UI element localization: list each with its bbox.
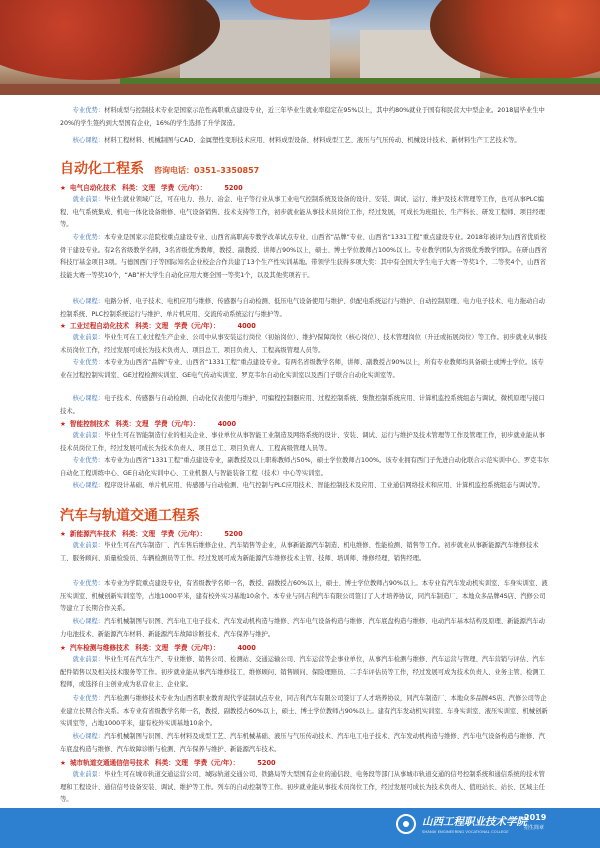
major-fee-label: 学费（元/年）： (161, 184, 207, 192)
ee-core-paragraph (60, 296, 550, 321)
major-name: 新能源汽车技术 (69, 530, 117, 538)
section-title: 自动化工程系 (60, 161, 144, 177)
star-icon: ★ (60, 184, 66, 192)
para-label: 就业前景： (72, 771, 105, 778)
major-subject: 科类：文理 (115, 420, 149, 428)
school-name: 山西工程职业技术学院 (422, 816, 527, 828)
nev-advantage-paragraph (60, 578, 550, 616)
para-label: 专业优势： (72, 457, 105, 464)
star-icon: ★ (60, 530, 66, 538)
para-text: 本专业为山西省“1331工程”重点建设专业，副教授及以上职称教师占50%，硕士学位教师占100%。该专业拥有西门子先进自动化联合示范实训中心、罗克韦尔自动化工程训练中心、GE自动化实训中心、工业机器人与智能装备工程（技术）中心等实训室。 (60, 457, 550, 477)
ic-job-paragraph (60, 430, 550, 455)
major-subject: 科类：文理 (135, 322, 169, 330)
para-label: 就业前景： (72, 432, 105, 439)
ee-advantage-paragraph (60, 232, 550, 282)
school-name-en: SHANXI ENGINEERING VOCATIONAL COLLEGE (422, 829, 509, 834)
para-text: 本专业是国家示范院校重点建设专业、山西省高职高专教学改革试点专业、山西省“品牌”专业、山西省“1331工程”重点建设专业。2018年被评为山西省优质校骨干建设专业。有2名省级教学名师，3名省级优秀教师，教授、副教授、讲师占90%以上，硕士、博士学位教师占100%以上。专业教学团队为省级优秀教学团队。在研山西省科技厅基金项目3项。与德国西门子等国际知名企业校企合作共建了13个生产性实训基地。带领学生获得多项大奖：其中有全国大学生电子大赛一等奖1个、二等奖4个，山西省技能大赛一等奖10个，“AB”杯大学生自动化应用大赛全国一等奖1个，以及其他奖项若干。 (60, 234, 548, 279)
major-subject: 科类：文理 (155, 759, 189, 767)
para-label: 专业优势： (72, 359, 105, 366)
star-icon: ★ (60, 644, 66, 652)
para-text: 汽车机械制图与识图、汽车材料及成型工艺、汽车机械基础、液压与气压传动技术、汽车电工电子技术、汽车发动机构造与维修、汽车电气设备构造与维修、汽车底盘构造与维修、汽车故障诊断与检测、汽车保养与维护、新能源汽车技术。 (60, 733, 545, 753)
at-core-paragraph (60, 731, 550, 756)
major-name: 城市轨道交通通信信号技术 (69, 759, 150, 767)
para-label: 核心课程： (72, 395, 105, 402)
ic-advantage-paragraph (60, 455, 550, 480)
para-label: 就业前景： (72, 656, 105, 663)
ic-core-paragraph (60, 480, 550, 493)
major-heading (60, 757, 560, 769)
nev-job-paragraph (60, 540, 550, 565)
school-logo-icon (396, 814, 416, 834)
section-heading-automotive (60, 507, 560, 525)
ip-core-paragraph (60, 393, 550, 418)
para-text: 毕业生可在工业过程生产企业、公司中从事安装运行岗位（初始岗位）、维护/保障岗位（核心岗位）、技术管理岗位（升迁或拓展岗位）等工作。初步就业从事技术员岗位工作，经过发展可成长为技术负责人、项目总工、项目负责人、工程高级管理人员等。 (60, 334, 547, 354)
major-fee: 5200 (224, 530, 243, 538)
para-text: 毕业生可在汽车制造厂、汽车售后维修企业、汽车销售等企业，从事新能源汽车制造、机电维修、性能检测、销售等工作。初步就业从事新能源汽车维修技术工、服务顾问、质量检验员、车辆检测员等工作。经过发展可成为新能源汽车维修技术主管、技师、培训师、维修经理、销售经理。 (60, 542, 539, 562)
para-label: 专业优势： (72, 580, 105, 587)
star-icon: ★ (60, 420, 66, 428)
para-text: 毕业生就业领域广泛，可在电力、热力、冶金、电子等行业从事工业电气控制系统及设备的设计、安装、调试、运行、维护及技术管理等工作，也可从事PLC编程、电气系统集成、机电一体化设备维修、电气设备销售、技术支持等工作，初步就业能从事技术员岗位工作，经过发展，可成长为班组长、生产科长、研发工程师、项目经理等。 (60, 196, 545, 228)
major-heading (60, 320, 560, 332)
para-label: 就业前景： (72, 196, 105, 203)
major-fee: 5200 (257, 759, 276, 767)
major-fee: 4000 (217, 420, 237, 428)
red-tree-canopy-top (250, 0, 370, 20)
para-text: 毕业生可在城市轨道交通运营公司、城际轨道交通公司、铁路局等大型国有企业的通信段、电务段等部门从事城市轨道交通的信号控制系统和通信系统的技术管理和工程设计、通信信号设备安装、调试、维护等工作。列车的自动控制等工作。初步就业能从事技术员岗位工作，经过发展可成长为技术负责人、值班站长、站长、区域主任等。 (60, 771, 545, 803)
para-text: 材料工程材料、机械制图与CAD、金属塑性变形技术应用、材料成型设备、材料成型工艺、液压与气压传动、机械设计技术、新材料生产工艺技术等。 (104, 137, 521, 144)
major-fee: 4000 (237, 644, 256, 652)
para-text: 电子技术、传感器与自动检测、自动化仪表使用与维护、可编程控制器应用、过程控制系统、集散控制系统应用、计算机监控系统组态与调试、微机原理与接口技术。 (60, 395, 545, 415)
para-text: 汽车机械制图与识图、汽车电工电子技术、汽车发动机构造与维修、汽车电气设备构造与维修、汽车底盘构造与维修、电动汽车基本结构及原理、新能源汽车动力电池技术、新能源汽车材料、新能源汽车故障诊断技术、汽车保养与维护。 (60, 618, 545, 638)
para-text: 材料成型与控制技术专业是国家示范性高职重点建设专业，近三年毕业生就业率稳定在95%以上，其中约80%就业于国有和民营大中型企业。2018届毕业生中20%的学生签约到大型国有企业，16%的学生选择了升学深造。 (60, 107, 545, 127)
major-fee-label: 学费（元/年）： (174, 322, 220, 330)
major-fee: 5200 (224, 184, 243, 192)
para-text: 毕业生可在汽车生产、专业维修、销售公司、检测站、交通运输公司、汽车运营等企事业单位，从事汽车检测与维修、汽车运营与管理、汽车营销与评估、汽车配件销售以及相关技术服务等工作。初步就业能从事汽车维修技工、维修顾问、销售顾问、保险理赔员、二手车评估员等工作，经过发展可成为技术负责人、业务主管、检测工程师，或选择自主创业成为私营业主、企业家。 (60, 656, 545, 688)
major-heading (60, 642, 560, 654)
ip-job-paragraph (60, 332, 550, 357)
road (0, 84, 600, 95)
para-text: 毕业生可在智能制造行业的相关企业、事业单位从事智能工业制造及网络系统的设计、安装、调试、运行与维护及技术管理等工作及管理工作，初步就业能从事技术员岗位工作，经过发展可成长为技术负责人、项目总工、项目负责人、工程高级管理人员等。 (60, 432, 545, 452)
para-label: 核心课程： (72, 482, 105, 489)
major-fee-label: 学费（元/年）： (194, 759, 240, 767)
major-subject: 科类：文理 (135, 644, 169, 652)
para-label: 专业优势： (72, 695, 105, 702)
para-label: 核心课程： (72, 137, 105, 144)
top-advantage-paragraph (60, 105, 550, 130)
top-core-paragraph (60, 135, 550, 148)
ee-job-paragraph (60, 194, 550, 232)
major-name: 汽车检测与维修技术 (69, 644, 130, 652)
section-phone: 咨询电话：0351–3350857 (154, 166, 260, 175)
major-fee-label: 学费（元/年）： (154, 420, 200, 428)
guide-label: 招生简章 (524, 825, 545, 831)
para-text: 汽车检测与维修技术专业为山西省职业教育现代学徒制试点专业，同吉利汽车有限公司签订了人才培养协议，同汽车制造厂、本地众多品牌4S店、汽修公司等企业建立长期合作关系。本专业有省级教学名师一名，教授、副教授占60%以上，硕士、博士学位教师占90%以上。建有汽车发动机实训室、车身实训室、液压实训室、机械创新实训室等，占地1000平米，建有校外实训基地10余个。 (60, 695, 548, 727)
footer-bar (0, 808, 600, 848)
para-label: 核心课程： (72, 298, 105, 305)
ip-advantage-paragraph (60, 357, 550, 382)
ut-job-paragraph (60, 769, 550, 807)
major-heading (60, 418, 560, 430)
at-job-paragraph (60, 654, 550, 692)
para-label: 就业前景： (72, 542, 105, 549)
at-advantage-paragraph (60, 693, 550, 731)
star-icon: ★ (60, 759, 66, 767)
para-label: 核心课程： (72, 733, 105, 740)
major-heading (60, 528, 560, 540)
major-heading (60, 182, 560, 194)
year-label: 2019 (524, 813, 547, 822)
para-text: 程序设计基础、单片机应用、传感器与自动检测、电气控制与PLC应用技术、智能控制技术及应用、工业通信网络技术和应用、计算机监控系统组态与调试等。 (104, 482, 544, 489)
major-subject: 科类：文理 (122, 530, 156, 538)
para-label: 核心课程： (72, 618, 105, 625)
para-label: 专业优势： (72, 234, 105, 241)
major-fee-label: 学费（元/年）： (174, 644, 220, 652)
header-photo (0, 0, 600, 95)
section-heading-automation (60, 160, 560, 180)
major-fee-label: 学费（元/年）： (161, 530, 207, 538)
para-text: 本专业为山西省“品牌”专业、山西省“1331工程”重点建设专业。有两名省级教学名师，讲师、副教授占90%以上，所有专业教师均具备硕士或博士学位。该专业在过程控制实训室、GE过程检测实训室、GE电气传动实训室、罗克韦尔自动化实训室以及西门子联合自动化实训室等。 (60, 359, 544, 379)
para-text: 本专业为学院重点建设专业，有省级教学名师一名，教授、副教授占60%以上，硕士、博士学位教师占90%以上。本专业有汽车发动机实训室、车身实训室、液压实训室、机械创新实训室等，占地1000平米，建有校外实习基地10余个。本专业与同吉利汽车有限公司签订了人才培养协议，同汽车制造厂、本地众多品牌4S店、汽修公司等建立了长期合作关系。 (60, 580, 548, 612)
star-icon: ★ (60, 322, 66, 330)
major-name: 智能控制技术 (69, 420, 110, 428)
major-name: 电气自动化技术 (69, 184, 117, 192)
major-name: 工业过程自动化技术 (69, 322, 130, 330)
para-label: 就业前景： (72, 334, 105, 341)
section-title: 汽车与轨道交通工程系 (60, 508, 200, 524)
major-fee: 4000 (237, 322, 256, 330)
para-label: 专业优势： (72, 107, 105, 114)
major-subject: 科类：文理 (122, 184, 156, 192)
nev-core-paragraph (60, 616, 550, 641)
para-text: 电路分析、电子技术、电机应用与维修、传感器与自动检测、低压电气设备使用与维护、供配电系统运行与维护、自动控制原理、电力电子技术、电力拖动自动控制系统、PLC控制系统运行与维护、单片机应用、交流传动系统运行与维护等。 (60, 298, 545, 318)
